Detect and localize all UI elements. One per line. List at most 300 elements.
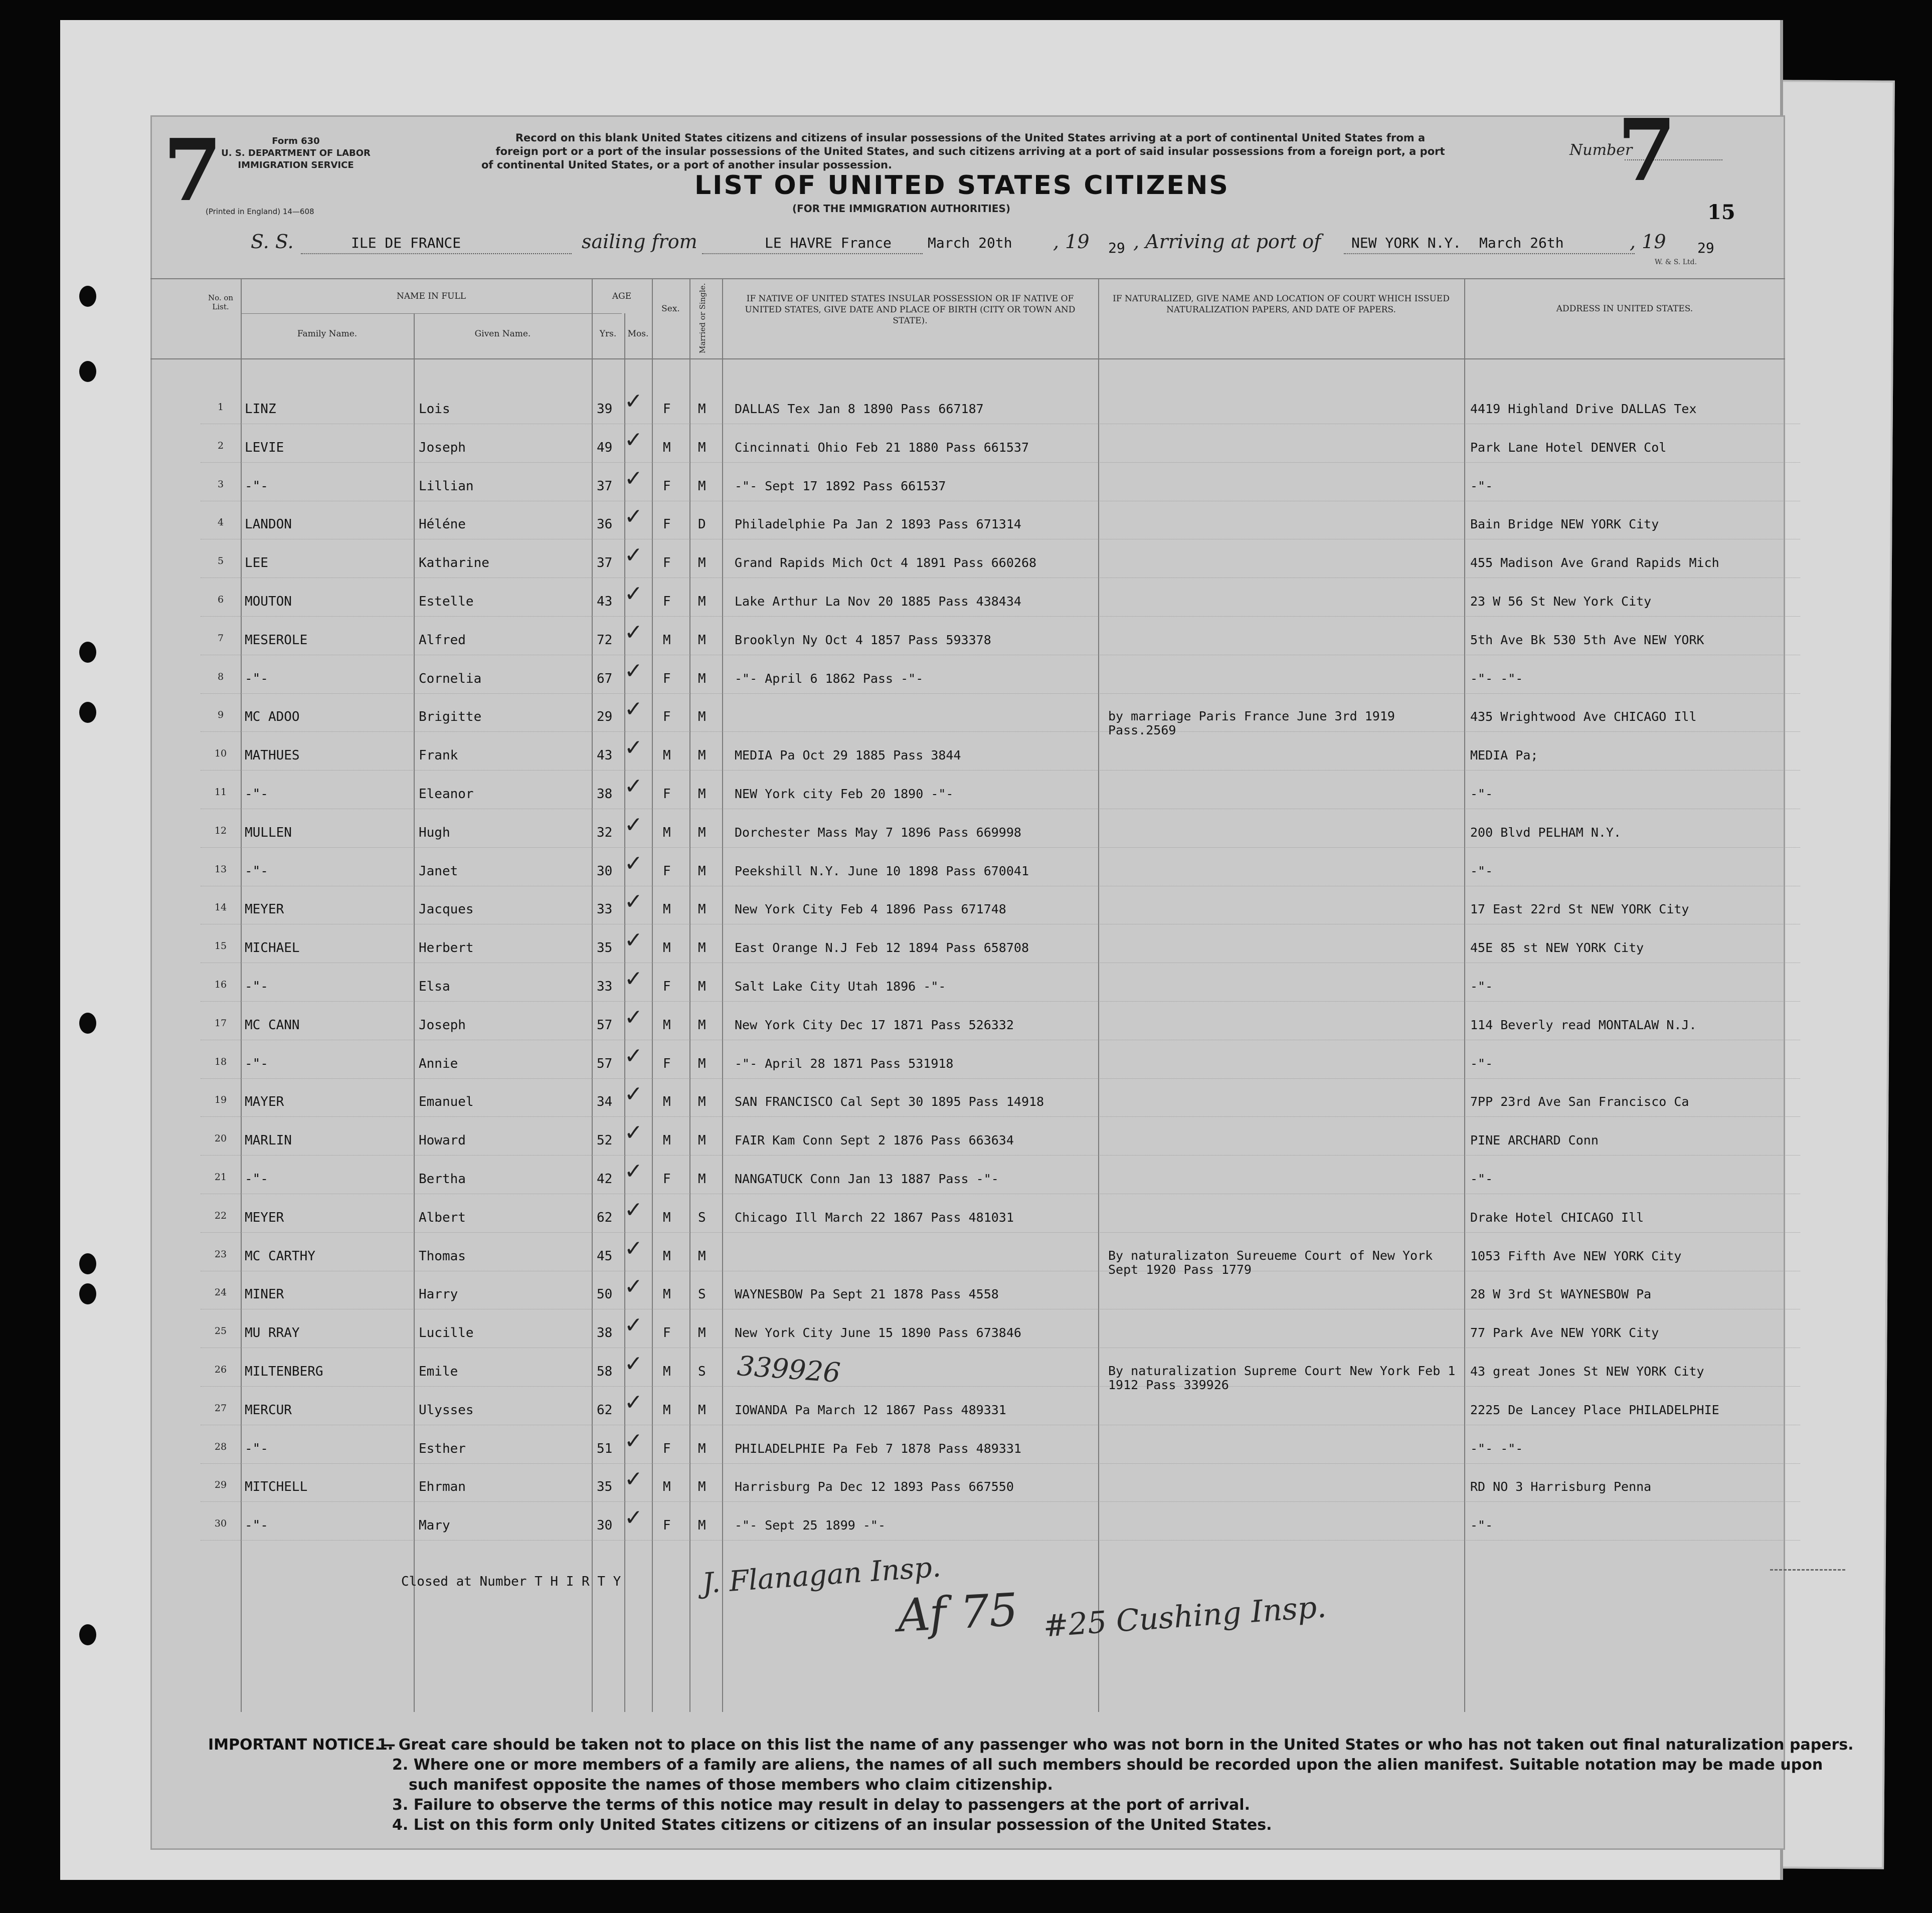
number-label: Number (1569, 141, 1633, 159)
row-rule (201, 1040, 1800, 1041)
family-name: MESEROLE (245, 632, 308, 648)
us-address: PINE ARCHARD Conn (1470, 1133, 1599, 1148)
check-mark-icon: ✓ (624, 1081, 643, 1107)
family-name: -"- (245, 1172, 268, 1187)
record-instruction-line: foreign port or a port of the insular possessions of the United States, and such citizens arriving at a port of said insular possessions from a foreign port, a port (495, 145, 1445, 157)
marital-status: M (698, 825, 706, 840)
birth-info: Philadelphie Pa Jan 2 1893 Pass 671314 (735, 517, 1021, 532)
left-list-number: 7 (163, 120, 223, 221)
family-name: -"- (245, 1518, 268, 1534)
ship-name: ILE DE FRANCE (351, 235, 461, 251)
row-number: 24 (214, 1287, 227, 1298)
row-number: 10 (214, 748, 227, 759)
age-years: 57 (597, 1017, 613, 1033)
page-subtitle: (FOR THE IMMIGRATION AUTHORITIES) (792, 203, 1011, 215)
arrival-date: March 26th (1479, 235, 1564, 251)
age-years: 29 (597, 709, 613, 725)
row-number: 17 (214, 1017, 227, 1029)
age-years: 30 (597, 1518, 613, 1534)
handwritten-cushing: #25 Cushing Insp. (1042, 1589, 1328, 1644)
age-years: 33 (597, 902, 613, 917)
row-number: 23 (214, 1248, 227, 1260)
check-mark-icon: ✓ (624, 889, 643, 915)
family-name: MARLIN (245, 1133, 292, 1149)
binder-hole (79, 1624, 96, 1645)
row-rule (201, 1155, 1800, 1156)
row-number: 29 (214, 1479, 227, 1491)
family-name: -"- (245, 671, 268, 686)
row-rule (201, 886, 1800, 887)
column-divider (689, 278, 690, 1712)
age-years: 35 (597, 940, 613, 956)
row-number: 11 (214, 787, 227, 798)
family-name: MEYER (245, 1210, 284, 1225)
age-years: 52 (597, 1133, 613, 1149)
check-mark-icon: ✓ (624, 696, 643, 722)
dotted-line (702, 253, 923, 254)
binder-hole (79, 702, 96, 723)
check-mark-icon: ✓ (624, 1159, 643, 1184)
marital-status: M (698, 940, 706, 956)
row-rule (201, 501, 1800, 502)
family-name: MC ADOO (245, 709, 300, 725)
form-number-label: Form 630 (272, 136, 320, 146)
family-name: MOUTON (245, 594, 292, 609)
birth-info: SAN FRANCISCO Cal Sept 30 1895 Pass 14918 (735, 1094, 1044, 1109)
sex: F (663, 671, 671, 686)
given-name: Héléne (419, 517, 466, 532)
given-name: Elsa (419, 979, 450, 994)
birth-info: New York City Feb 4 1896 Pass 671748 (735, 902, 1006, 917)
sex: M (663, 1133, 671, 1149)
sail-date: March 20th (928, 235, 1012, 251)
marital-status: S (698, 1210, 706, 1225)
row-rule (201, 1116, 1800, 1117)
check-mark-icon: ✓ (624, 1466, 643, 1492)
marital-status: M (698, 478, 706, 494)
row-rule (201, 1348, 1800, 1349)
row-rule (201, 924, 1800, 925)
header-mos: Mos. (627, 329, 649, 339)
sex: F (663, 979, 671, 994)
row-number: 6 (217, 594, 224, 605)
header-bottom-rule (150, 358, 1785, 359)
given-name: Cornelia (419, 671, 482, 686)
sex: M (663, 1017, 671, 1033)
given-name: Thomas (419, 1248, 466, 1264)
marital-status: M (698, 1441, 706, 1456)
arrival-port: NEW YORK N.Y. (1351, 235, 1462, 251)
service-label: IMMIGRATION SERVICE (238, 160, 354, 170)
column-divider (722, 278, 723, 1712)
sex: F (663, 402, 671, 417)
marital-status: M (698, 709, 706, 725)
name-header-rule (241, 313, 622, 314)
given-name: Howard (419, 1133, 466, 1149)
notice-item-2: 2. Where one or more members of a family are aliens, the names of all such members should be recorded upon the alien manifest. Suitable notation may be made upon (392, 1756, 1823, 1774)
check-mark-icon: ✓ (624, 658, 643, 684)
naturalization-info: By naturalization Supreme Court New York Feb 1 1912 Pass 339926 (1108, 1364, 1456, 1392)
age-years: 50 (597, 1287, 613, 1302)
row-number: 15 (214, 940, 227, 952)
handwritten-af-75: Af 75 (896, 1583, 1019, 1643)
family-name: -"- (245, 1056, 268, 1071)
birth-info: -"- Sept 17 1892 Pass 661537 (735, 478, 946, 493)
given-name: Katharine (419, 555, 489, 571)
marital-status: M (698, 1056, 706, 1071)
row-number: 26 (214, 1364, 227, 1375)
marital-status: M (698, 1133, 706, 1149)
notice-item-4: 4. List on this form only United States citizens or citizens of an insular possession of the United States. (392, 1816, 1272, 1834)
age-years: 37 (597, 478, 613, 494)
given-name: Joseph (419, 1017, 466, 1033)
us-address: 4419 Highland Drive DALLAS Tex (1470, 402, 1697, 416)
row-rule (201, 1463, 1800, 1464)
given-name: Brigitte (419, 709, 482, 725)
row-rule (201, 693, 1800, 694)
row-number: 27 (214, 1402, 227, 1414)
family-name: MITCHELL (245, 1479, 308, 1495)
header-married-single: Married or Single. (698, 283, 707, 354)
given-name: Albert (419, 1210, 466, 1225)
us-address: RD NO 3 Harrisburg Penna (1470, 1479, 1652, 1494)
age-years: 30 (597, 863, 613, 879)
sail-year: 29 (1108, 240, 1125, 256)
column-divider (1098, 278, 1099, 1712)
given-name: Annie (419, 1056, 458, 1071)
birth-info: NANGATUCK Conn Jan 13 1887 Pass -"- (735, 1172, 999, 1186)
us-address: -"- -"- (1470, 1441, 1523, 1456)
marital-status: M (698, 863, 706, 879)
row-number: 3 (217, 478, 224, 490)
row-rule (201, 963, 1800, 964)
dotted-line (301, 253, 572, 254)
printer-mark: W. & S. Ltd. (1655, 258, 1697, 266)
row-number: 16 (214, 979, 227, 990)
us-address: -"- (1470, 1518, 1493, 1533)
birth-info: Grand Rapids Mich Oct 4 1891 Pass 660268 (735, 555, 1037, 570)
page-title: LIST OF UNITED STATES CITIZENS (694, 170, 1230, 201)
row-rule (201, 809, 1800, 810)
us-address: Park Lane Hotel DENVER Col (1470, 440, 1667, 455)
marital-status: M (698, 440, 706, 455)
row-rule (201, 424, 1800, 425)
us-address: -"- (1470, 1056, 1493, 1071)
check-mark-icon: ✓ (624, 735, 643, 761)
age-years: 67 (597, 671, 613, 686)
row-number: 22 (214, 1210, 227, 1221)
given-name: Ulysses (419, 1402, 474, 1418)
given-name: Ehrman (419, 1479, 466, 1495)
check-mark-icon: ✓ (624, 1312, 643, 1338)
sex: M (663, 940, 671, 956)
family-name: -"- (245, 1441, 268, 1456)
department-label: U. S. DEPARTMENT OF LABOR (221, 148, 371, 158)
row-number: 8 (217, 671, 224, 682)
check-mark-icon: ✓ (624, 427, 643, 453)
binder-hole (79, 1283, 96, 1304)
sex: M (663, 1364, 671, 1379)
age-years: 58 (597, 1364, 613, 1379)
binder-hole (79, 1253, 96, 1274)
marital-status: M (698, 1402, 706, 1418)
check-mark-icon: ✓ (624, 619, 643, 645)
row-number: 18 (214, 1056, 227, 1067)
age-years: 33 (597, 979, 613, 994)
marital-status: D (698, 517, 706, 532)
header-family-name: Family Name. (297, 329, 358, 339)
handwritten-pass-number: 339926 (736, 1350, 842, 1389)
record-instruction-line: Record on this blank United States citizens and citizens of insular possessions of the United States arriving at a port of continental United States from a (515, 132, 1426, 144)
given-name: Emanuel (419, 1094, 474, 1110)
row-rule (201, 1425, 1800, 1426)
family-name: -"- (245, 478, 268, 494)
age-years: 62 (597, 1402, 613, 1418)
header-no: No. on List. (208, 293, 234, 311)
sex: F (663, 863, 671, 879)
sex: F (663, 1172, 671, 1187)
row-rule (201, 1078, 1800, 1079)
row-number: 5 (217, 555, 224, 567)
family-name: -"- (245, 863, 268, 879)
given-name: Bertha (419, 1172, 466, 1187)
given-name: Lois (419, 402, 450, 417)
family-name: LEE (245, 555, 268, 571)
sex: M (663, 825, 671, 840)
row-number: 21 (214, 1172, 227, 1183)
birth-info: -"- Sept 25 1899 -"- (735, 1518, 886, 1533)
given-name: Lillian (419, 478, 474, 494)
check-mark-icon: ✓ (624, 542, 643, 568)
birth-info: East Orange N.J Feb 12 1894 Pass 658708 (735, 940, 1029, 955)
given-name: Mary (419, 1518, 450, 1534)
notice-item-1: 1. Great care should be taken not to place on this list the name of any passenger who was not born in the United States or who has not taken out final naturalization papers. (377, 1736, 1854, 1754)
marital-status: M (698, 1248, 706, 1264)
arriving-label: , Arriving at port of (1133, 231, 1321, 253)
birth-info: -"- April 6 1862 Pass -"- (735, 671, 924, 686)
us-address: 2225 De Lancey Place PHILADELPHIE (1470, 1402, 1719, 1417)
edge-mark (1770, 1569, 1845, 1571)
check-mark-icon: ✓ (624, 1043, 643, 1069)
us-address: 23 W 56 St New York City (1470, 594, 1652, 609)
age-years: 57 (597, 1056, 613, 1071)
row-rule (201, 1386, 1800, 1387)
us-address: 17 East 22rd St NEW YORK City (1470, 902, 1689, 917)
given-name: Alfred (419, 632, 466, 648)
header-address: ADDRESS IN UNITED STATES. (1556, 304, 1693, 314)
family-name: MU RRAY (245, 1325, 300, 1341)
check-mark-icon: ✓ (624, 1120, 643, 1146)
sex: M (663, 632, 671, 648)
row-rule (201, 462, 1800, 463)
marital-status: M (698, 402, 706, 417)
departure-port: LE HAVRE France (765, 235, 892, 251)
row-rule (201, 1501, 1800, 1502)
sex: M (663, 1094, 671, 1110)
form-id (221, 135, 371, 171)
row-rule (201, 578, 1800, 579)
birth-info: FAIR Kam Conn Sept 2 1876 Pass 663634 (735, 1133, 1014, 1148)
sex: F (663, 594, 671, 609)
birth-info: NEW York city Feb 20 1890 -"- (735, 787, 954, 801)
age-years: 72 (597, 632, 613, 648)
check-mark-icon: ✓ (624, 1235, 643, 1261)
row-rule (201, 1194, 1800, 1195)
marital-status: M (698, 632, 706, 648)
row-number: 12 (214, 825, 227, 836)
sex: M (663, 1248, 671, 1264)
family-name: MEYER (245, 902, 284, 917)
given-name: Estelle (419, 594, 474, 609)
row-rule (201, 1309, 1800, 1310)
marital-status: M (698, 748, 706, 763)
marital-status: M (698, 787, 706, 802)
naturalization-info: By naturalizaton Sureueme Court of New York Sept 1920 Pass 1779 (1108, 1248, 1433, 1277)
us-address: Drake Hotel CHICAGO Ill (1470, 1210, 1644, 1225)
birth-info: WAYNESBOW Pa Sept 21 1878 Pass 4558 (735, 1287, 999, 1302)
birth-info: MEDIA Pa Oct 29 1885 Pass 3844 (735, 748, 961, 763)
sex: M (663, 440, 671, 455)
dotted-line (1344, 253, 1635, 254)
birth-info: New York City Dec 17 1871 Pass 526332 (735, 1017, 1014, 1032)
closed-at-number: Closed at Number T H I R T Y (401, 1574, 621, 1589)
sail-year-prefix: , 19 (1053, 231, 1090, 253)
row-number: 14 (214, 902, 227, 913)
row-number: 9 (217, 709, 224, 721)
marital-status: M (698, 979, 706, 994)
us-address: 28 W 3rd St WAYNESBOW Pa (1470, 1287, 1652, 1302)
sex: M (663, 748, 671, 763)
inspector-signature: J. Flanagan Insp. (701, 1551, 942, 1600)
given-name: Lucille (419, 1325, 474, 1341)
family-name: MERCUR (245, 1402, 292, 1418)
given-name: Emile (419, 1364, 458, 1379)
row-rule (201, 616, 1800, 617)
row-number: 19 (214, 1094, 227, 1106)
sex: M (663, 1479, 671, 1495)
page-number: 15 (1707, 201, 1735, 224)
column-divider (241, 278, 242, 1712)
column-divider (652, 278, 653, 1712)
row-number: 28 (214, 1441, 227, 1452)
us-address: 45E 85 st NEW YORK City (1470, 940, 1644, 955)
header-age: AGE (612, 291, 632, 301)
arrival-year-prefix: , 19 (1630, 231, 1666, 253)
marital-status: M (698, 1325, 706, 1341)
notice-label: IMPORTANT NOTICE.— (208, 1736, 396, 1754)
family-name: LINZ (245, 402, 276, 417)
notice-item-2-cont: such manifest opposite the names of those members who claim citizenship. (409, 1776, 1053, 1794)
family-name: MILTENBERG (245, 1364, 323, 1379)
check-mark-icon: ✓ (624, 1004, 643, 1030)
marital-status: M (698, 1518, 706, 1534)
birth-info: Lake Arthur La Nov 20 1885 Pass 438434 (735, 594, 1021, 609)
age-years: 36 (597, 517, 613, 532)
given-name: Hugh (419, 825, 450, 840)
age-years: 43 (597, 748, 613, 763)
check-mark-icon: ✓ (624, 1197, 643, 1223)
row-rule (201, 655, 1800, 656)
row-rule (201, 770, 1800, 771)
notice-item-3: 3. Failure to observe the terms of this notice may result in delay to passengers at the port of arrival. (392, 1796, 1250, 1814)
us-address: 435 Wrightwood Ave CHICAGO Ill (1470, 709, 1697, 724)
age-years: 43 (597, 594, 613, 609)
header-birth: IF NATIVE OF UNITED STATES INSULAR POSSESSION OR IF NATIVE OF UNITED STATES, GIVE DATE AND PLACE OF BIRTH (CITY OR TOWN AND STATE). (745, 294, 1076, 326)
marital-status: M (698, 594, 706, 609)
check-mark-icon: ✓ (624, 1428, 643, 1454)
given-name: Eleanor (419, 787, 474, 802)
us-address: Bain Bridge NEW YORK City (1470, 517, 1659, 532)
family-name: LEVIE (245, 440, 284, 455)
age-years: 45 (597, 1248, 613, 1264)
us-address: -"- (1470, 478, 1493, 493)
right-list-number: 7 (1617, 100, 1677, 201)
binder-hole (79, 1013, 96, 1034)
us-address: -"- (1470, 863, 1493, 878)
marital-status: M (698, 671, 706, 686)
us-address: -"- -"- (1470, 671, 1523, 686)
sex: F (663, 709, 671, 725)
sex: M (663, 1210, 671, 1225)
family-name: MULLEN (245, 825, 292, 840)
given-name: Joseph (419, 440, 466, 455)
birth-info: Harrisburg Pa Dec 12 1893 Pass 667550 (735, 1479, 1014, 1494)
row-rule (201, 847, 1800, 848)
sex: F (663, 517, 671, 532)
birth-info: IOWANDA Pa March 12 1867 Pass 489331 (735, 1402, 1006, 1417)
family-name: MICHAEL (245, 940, 300, 956)
marital-status: S (698, 1364, 706, 1379)
row-number: 2 (217, 440, 224, 451)
header-naturalized: IF NATURALIZED, GIVE NAME AND LOCATION OF COURT WHICH ISSUED NATURALIZATION PAPERS, AND DATE OF PAPERS. (1113, 294, 1450, 315)
us-address: MEDIA Pa; (1470, 748, 1538, 763)
sex: F (663, 787, 671, 802)
birth-info: Brooklyn Ny Oct 4 1857 Pass 593378 (735, 632, 991, 647)
birth-info: Peekshill N.Y. June 10 1898 Pass 670041 (735, 863, 1029, 878)
column-divider (1464, 278, 1465, 1712)
check-mark-icon: ✓ (624, 812, 643, 838)
age-years: 62 (597, 1210, 613, 1225)
row-number: 30 (214, 1518, 227, 1529)
marital-status: S (698, 1287, 706, 1302)
row-number: 13 (214, 863, 227, 875)
check-mark-icon: ✓ (624, 1505, 643, 1531)
check-mark-icon: ✓ (624, 581, 643, 607)
naturalization-info: by marriage Paris France June 3rd 1919 Pass.2569 (1108, 709, 1395, 738)
family-name: -"- (245, 979, 268, 994)
sex: M (663, 1402, 671, 1418)
birth-info: Cincinnati Ohio Feb 21 1880 Pass 661537 (735, 440, 1029, 455)
row-rule (201, 1540, 1800, 1541)
family-name: MINER (245, 1287, 284, 1302)
sex: M (663, 902, 671, 917)
us-address: -"- (1470, 979, 1493, 994)
header-given-name: Given Name. (474, 329, 531, 339)
check-mark-icon: ✓ (624, 504, 643, 530)
family-name: MATHUES (245, 748, 300, 763)
birth-info: -"- April 28 1871 Pass 531918 (735, 1056, 954, 1071)
age-years: 38 (597, 1325, 613, 1341)
marital-status: M (698, 555, 706, 571)
record-instructions (481, 131, 1459, 172)
check-mark-icon: ✓ (624, 927, 643, 953)
birth-info: DALLAS Tex Jan 8 1890 Pass 667187 (735, 402, 984, 416)
age-years: 39 (597, 402, 613, 417)
row-number: 4 (217, 517, 224, 528)
row-rule (201, 1001, 1800, 1002)
check-mark-icon: ✓ (624, 389, 643, 414)
row-number: 1 (217, 402, 224, 413)
